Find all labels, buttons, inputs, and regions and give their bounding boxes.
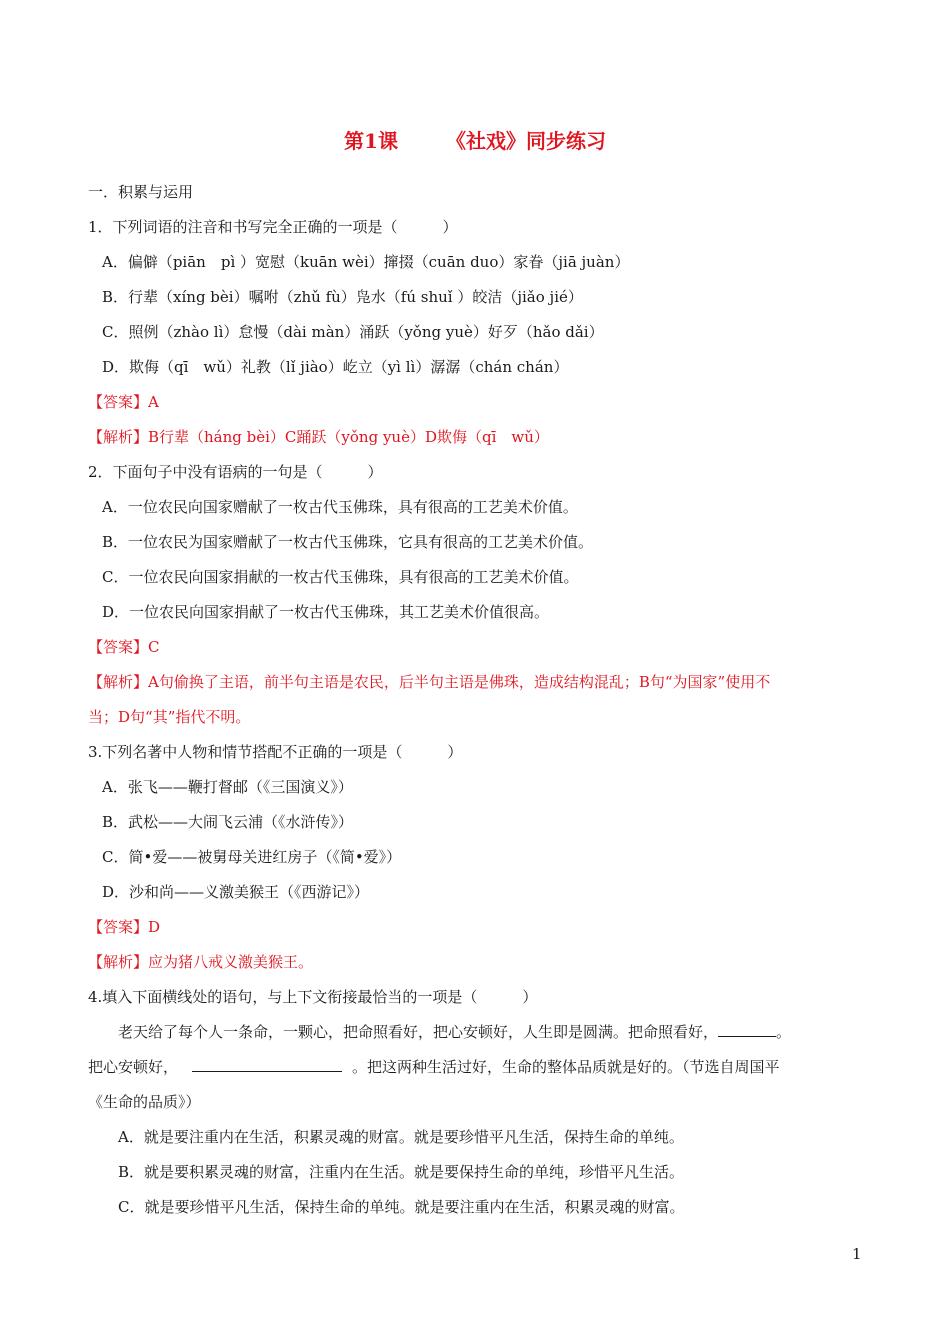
passage-text-b-start: 把心安顿好， xyxy=(88,1058,179,1076)
question-4-option-a: A．就是要注重内在生活，积累灵魂的财富。就是要珍惜平凡生活，保持生命的单纯。 xyxy=(118,1128,684,1146)
question-2-analysis-line-1: 【解析】A句偷换了主语，前半句主语是农民，后半句主语是佛珠，造成结构混乱；B句“为国家”使用不 xyxy=(88,673,771,691)
question-4-passage-line-1 xyxy=(88,1018,868,1053)
question-3-stem: 3.下列名著中人物和情节搭配不正确的一项是（ ） xyxy=(88,743,463,761)
question-3-option-a: A．张飞——鞭打督邮（《三国演义》） xyxy=(102,778,353,796)
section-heading: 一．积累与运用 xyxy=(88,183,194,201)
page-title xyxy=(0,126,950,156)
question-1-option-c: C．照例（zhào lì）怠慢（dài màn）涌跃（yǒng yuè）好歹（hǎo dǎi） xyxy=(102,323,604,341)
question-2-analysis-line-2: 当；D句“其”指代不明。 xyxy=(88,708,251,726)
question-3-option-b: B．武松——大闹飞云浦（《水浒传》） xyxy=(102,813,354,831)
passage-text-b-end: 。把这两种生活过好，生命的整体品质就是好的。（节选自周国平 xyxy=(352,1058,780,1076)
question-4-option-b: B．就是要积累灵魂的财富，注重内在生活。就是要保持生命的单纯，珍惜平凡生活。 xyxy=(118,1163,685,1181)
question-2-option-c: C．一位农民向国家捐献的一枚古代玉佛珠，具有很高的工艺美术价值。 xyxy=(102,568,579,586)
question-4-option-c: C．就是要珍惜平凡生活，保持生命的单纯。就是要注重内在生活，积累灵魂的财富。 xyxy=(118,1198,685,1216)
passage-text-a: 老天给了每个人一条命，一颗心，把命照看好，把心安顿好，人生即是圆满。把命照看好， xyxy=(118,1023,719,1041)
question-1-stem: 1．下列词语的注音和书写完全正确的一项是（ ） xyxy=(88,218,458,236)
question-3-option-c: C．简•爱——被舅母关进红房子（《简•爱》） xyxy=(102,848,402,866)
title-name: 《社戏》同步练习 xyxy=(445,129,606,153)
question-2-option-a: A．一位农民向国家赠献了一枚古代玉佛珠，具有很高的工艺美术价值。 xyxy=(102,498,578,516)
page-number: 1 xyxy=(852,1245,862,1263)
question-4-stem: 4.填入下面横线处的语句，与上下文衔接最恰当的一项是（ ） xyxy=(88,988,538,1006)
question-3-option-d: D．沙和尚——义激美猴王（《西游记》） xyxy=(102,883,370,901)
question-2-option-b: B．一位农民为国家赠献了一枚古代玉佛珠，它具有很高的工艺美术价值。 xyxy=(102,533,594,551)
question-1-answer: 【答案】A xyxy=(88,393,159,411)
question-3-analysis: 【解析】应为猪八戒义激美猴王。 xyxy=(88,953,314,971)
question-4-passage-line-2 xyxy=(88,1053,868,1088)
question-1-option-d: D．欺侮（qī wǔ）礼教（lǐ jiào）屹立（yì lì）潺潺（chán chán） xyxy=(102,358,569,376)
fill-blank-1 xyxy=(718,1021,776,1037)
question-2-option-d: D．一位农民向国家捐献了一枚古代玉佛珠，其工艺美术价值很高。 xyxy=(102,603,550,621)
question-2-stem: 2．下面句子中没有语病的一句是（ ） xyxy=(88,463,383,481)
title-lesson: 第1课 xyxy=(344,129,398,153)
fill-blank-2 xyxy=(192,1056,342,1072)
question-1-option-a: A．偏僻（piān pì ）宽慰（kuān wèi）撺掇（cuān duo）家眷（jiā juàn） xyxy=(102,253,630,271)
question-3-answer: 【答案】D xyxy=(88,918,161,936)
question-1-analysis: 【解析】B行辈（háng bèi）C踊跃（yǒng yuè）D欺侮（qī wǔ） xyxy=(88,428,549,446)
question-1-option-b: B．行辈（xíng bèi）嘱咐（zhǔ fù）凫水（fú shuǐ ）皎洁（jiǎo jié） xyxy=(102,288,583,306)
passage-text-a-end: 。 xyxy=(776,1023,792,1041)
question-4-passage-line-3: 《生命的品质》） xyxy=(88,1093,201,1111)
question-2-answer: 【答案】C xyxy=(88,638,160,656)
exercise-content xyxy=(88,178,868,1228)
